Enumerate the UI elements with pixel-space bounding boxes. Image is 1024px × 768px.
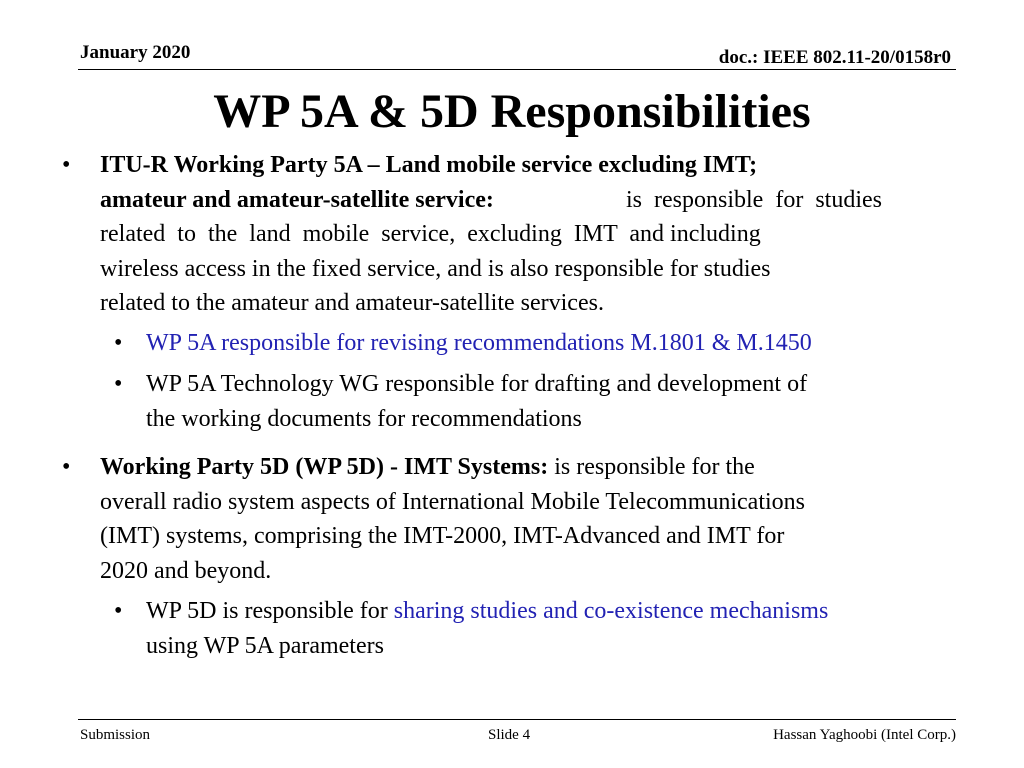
bullet-line: ITU-R Working Party 5A – Land mobile service excluding IMT; bbox=[100, 152, 758, 178]
bullet-marker: • bbox=[62, 152, 71, 178]
bullet-line: 2020 and beyond. bbox=[100, 557, 272, 584]
sub-bullet-text bbox=[146, 367, 807, 436]
sub-bullet-marker: • bbox=[114, 330, 123, 356]
footer-author: Hassan Yaghoobi (Intel Corp.) bbox=[773, 727, 956, 743]
header-rule bbox=[78, 69, 956, 70]
bullet-line: wireless access in the fixed service, and is also responsible for studies bbox=[100, 255, 771, 282]
sub-bullet-text bbox=[146, 594, 828, 663]
bullet-text bbox=[100, 450, 805, 588]
bullet-line: overall radio system aspects of International Mobile Telecommunications bbox=[100, 488, 806, 515]
footer-slide-number: Slide 4 bbox=[488, 727, 531, 743]
bullet-bold-lead: Working Party 5D (WP 5D) - IMT Systems: bbox=[100, 454, 549, 480]
bullet-line-rest: is responsible for the bbox=[554, 454, 755, 480]
sub-bullet-marker: • bbox=[114, 598, 123, 624]
bullet-marker: • bbox=[62, 454, 71, 480]
sub-bullet-line: WP 5A Technology WG responsible for drafting and development of bbox=[146, 371, 808, 397]
header-date: January 2020 bbox=[80, 42, 191, 63]
header-doc-number: doc.: IEEE 802.11-20/0158r0 bbox=[718, 47, 951, 68]
bullet-line: (IMT) systems, comprising the IMT-2000, IMT-Advanced and IMT for bbox=[100, 523, 785, 549]
bullet-line: related to the land mobile service, excluding IMT and including bbox=[100, 221, 761, 247]
sub-bullet-plain-text: WP 5D is responsible for bbox=[146, 598, 388, 624]
footer-submission: Submission bbox=[80, 727, 151, 743]
bullet-line bbox=[100, 450, 805, 485]
sub-bullet-highlight-text: sharing studies and co-existence mechanisms bbox=[393, 598, 829, 624]
sub-bullet-marker: • bbox=[114, 371, 123, 397]
sub-bullet-line: using WP 5A parameters bbox=[146, 632, 384, 659]
bullet-bold-lead: amateur and amateur-satellite service: bbox=[100, 186, 494, 213]
sub-bullet-line: WP 5A responsible for revising recommendations M.1801 & M.1450 bbox=[146, 330, 812, 356]
footer-rule bbox=[78, 719, 956, 720]
bullet-line: related to the amateur and amateur-satellite services. bbox=[100, 290, 604, 316]
bullet-line-rest: is responsible for studies bbox=[626, 186, 882, 213]
slide-title: WP 5A & 5D Responsibilities bbox=[213, 85, 811, 138]
sub-bullet-line bbox=[146, 594, 828, 629]
bullet-line bbox=[100, 183, 894, 218]
sub-bullet-line: the working documents for recommendations bbox=[146, 405, 582, 432]
sub-bullet-text bbox=[146, 326, 812, 361]
bullet-text bbox=[100, 148, 894, 321]
